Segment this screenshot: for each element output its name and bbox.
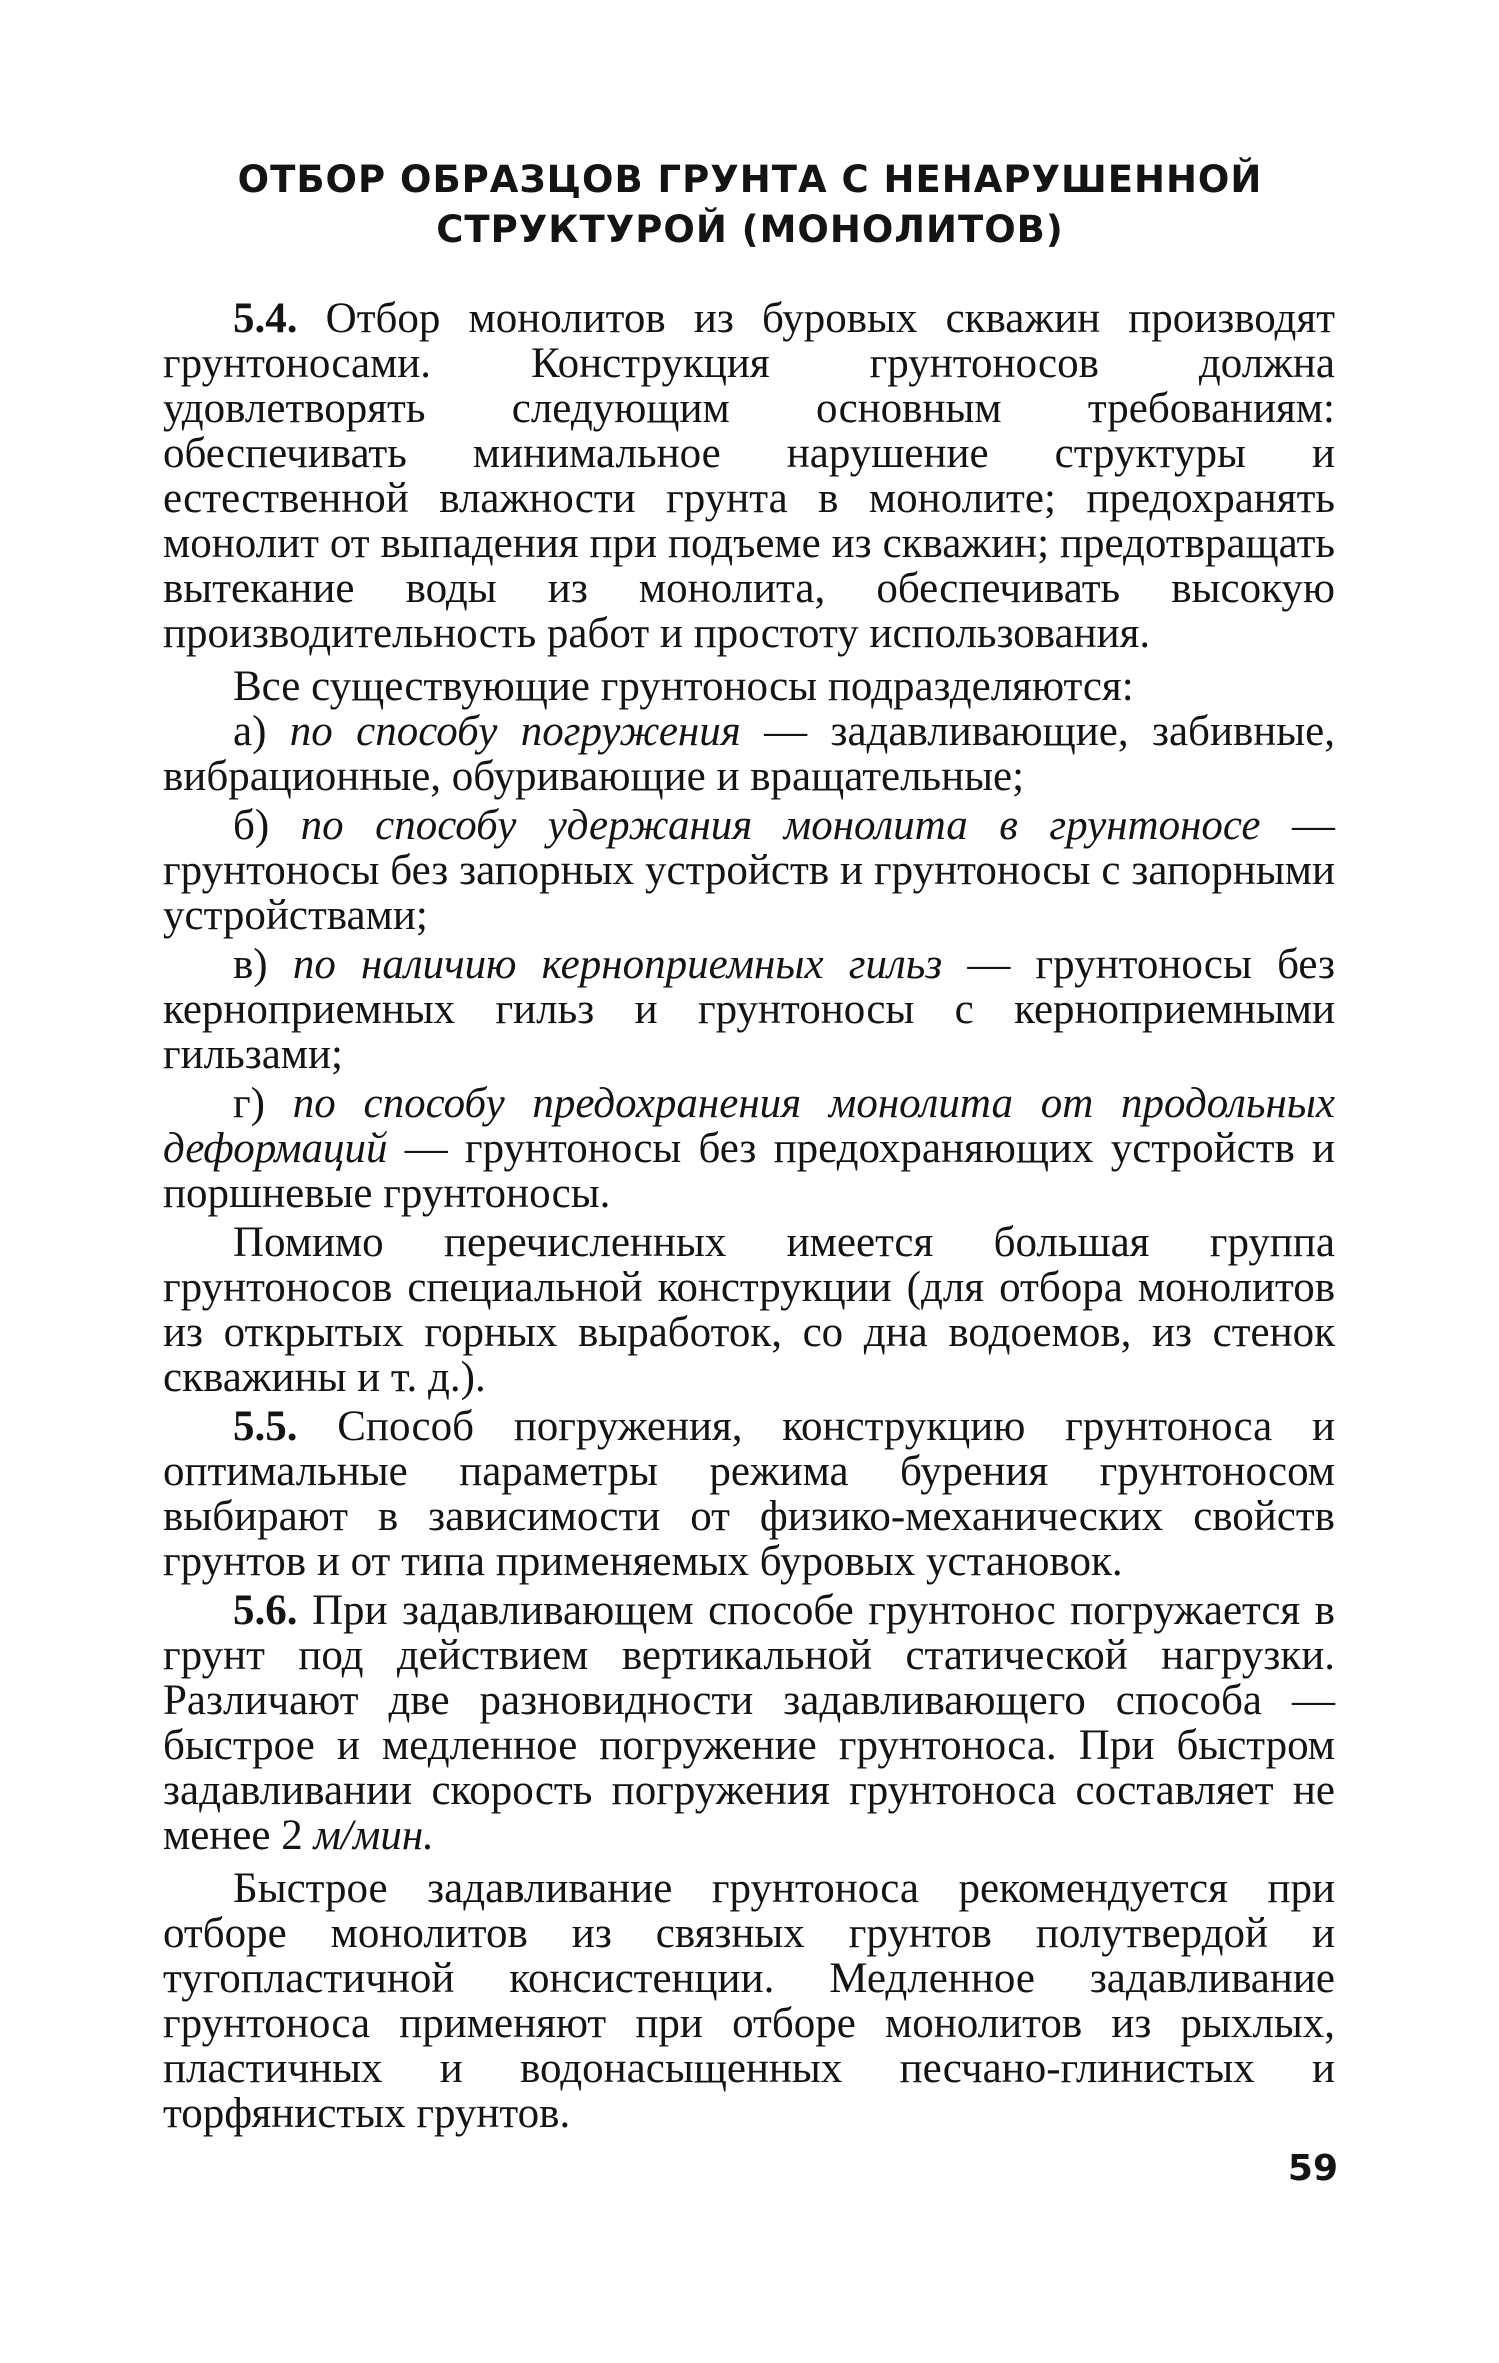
list-item-criterion: по способу погружения xyxy=(289,708,741,755)
list-item-text: — задавливающие, забивные, вибрационные, обуривающие и вращательные; xyxy=(163,708,1335,800)
paragraph-text: Способ погружения, конструкцию грунтоноса и оптимальные параметры режима бурения грунтоносом выбирают в зависимости от физико-механических свойств грунтов и от типа применяемых буровых установок. xyxy=(163,1403,1335,1585)
list-item-g xyxy=(163,1081,1335,1216)
list-item-text: — грунтоносы без керноприемных гильз и грунтоносы с керноприемными гильзами; xyxy=(163,941,1336,1078)
paragraph-slow-pressing: Быстрое задавливание грунтоноса рекомендуется при отборе монолитов из связных грунтов полутвердой и тугопластичной консистенции. Медленное задавливание грунтоноса применяют при отборе монолитов из рыхлых, пластичных и водонасыщенных песчано-глинистых и торфянистых грунтов. xyxy=(163,1865,1335,2137)
paragraph-5-5 xyxy=(163,1404,1335,1584)
list-marker: г) xyxy=(233,1080,293,1127)
list-item-criterion: по способу предохранения монолита от продольных деформаций xyxy=(163,1080,1335,1172)
page-number: 59 xyxy=(1287,2148,1338,2189)
paragraph-5-6 xyxy=(163,1588,1335,1858)
list-item-text: — грунтоносы без предохраняющих устройств и поршневые грунтоносы. xyxy=(163,1125,1335,1217)
list-item-b xyxy=(163,803,1335,938)
paragraph-special-samplers: Помимо перечисленных имеется большая группа грунтоносов специальной конструкции (для отбора монолитов из открытых горных выработок, со дна водоемов, из стенок скважины и т. д.). xyxy=(163,1219,1335,1401)
list-item-criterion: по наличию керноприемных гильз xyxy=(292,941,943,988)
list-item-text: — грунтоносы без запорных устройств и грунтоносы с запорными устройствами; xyxy=(163,802,1336,939)
clause-number: 5.6. xyxy=(233,1587,298,1634)
paragraph-5-4 xyxy=(163,296,1335,656)
section-heading-line-2: СТРУКТУРОЙ (МОНОЛИТОВ) xyxy=(436,208,1064,251)
section-heading-line-1: ОТБОР ОБРАЗЦОВ ГРУНТА С НЕНАРУШЕННОЙ xyxy=(237,158,1263,201)
clause-number: 5.4. xyxy=(233,295,298,342)
list-marker: а) xyxy=(233,708,290,755)
list-marker: б) xyxy=(233,802,301,849)
list-item-a xyxy=(163,709,1335,799)
list-item-criterion: по способу удержания монолита в грунтоносе xyxy=(300,802,1261,849)
list-item-v xyxy=(163,942,1335,1077)
speed-unit: м/мин. xyxy=(313,1812,434,1859)
paragraph-text: При задавливающем способе грунтонос погружается в грунт под действием вертикальной статической нагрузки. Различают две разновидности задавливающего способа — быстрое и медленное погружение грунтоноса. При быстром задавливании скорость погружения грунтоноса составляет не менее 2 xyxy=(163,1587,1335,1859)
list-intro: Все существующие грунтоносы подразделяются: xyxy=(233,663,1134,710)
list-marker: в) xyxy=(233,941,293,988)
paragraph-text: Отбор монолитов из буровых скважин производят грунтоносами. Конструкция грунтоносов должна удовлетворять следующим основным требованиям: обеспечивать минимальное нарушение структуры и естественной влажности грунта в монолите; предохранять монолит от выпадения при подъеме из скважин; предотвращать вытекание воды из монолита, обеспечивать высокую производительность работ и простоту использования. xyxy=(163,295,1335,657)
clause-number: 5.5. xyxy=(233,1403,298,1450)
body-text xyxy=(163,296,1335,2136)
